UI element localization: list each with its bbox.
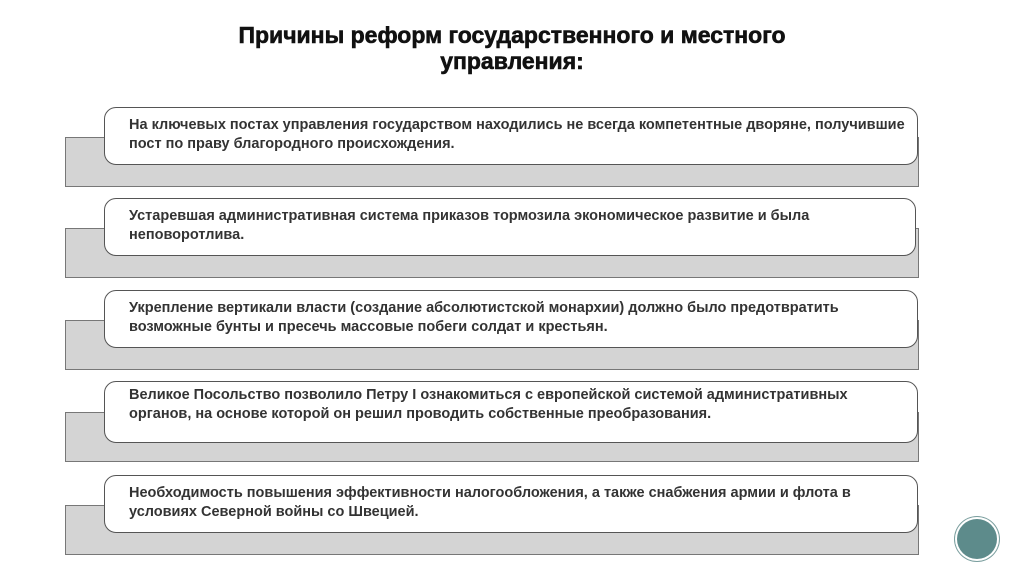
title-line-1: Причины реформ государственного и местного [238,22,786,48]
item-text: Необходимость повышения эффективности налогообложения, а также снабжения армии и флота в условиях Северной войны со Швецией. [129,485,851,520]
item-text: Великое Посольство позволило Петру I ознакомиться с европейской системой административных органов, на основе которой он решил проводить собственные преобразования. [129,387,848,422]
page-title [0,22,1024,74]
list-item [104,290,918,348]
item-text: На ключевых постах управления государством находились не всегда компетентные дворяне, получившие пост по праву благородного происхождения. [129,117,905,152]
list-item [104,381,918,443]
title-line-2: управления: [440,48,584,74]
list-item [104,198,916,256]
list-item [104,475,918,533]
slide-nav-circle-icon[interactable] [957,519,997,559]
item-text: Укрепление вертикали власти (создание абсолютистской монархии) должно было предотвратить возможные бунты и пресечь массовые побеги солдат и крестьян. [129,300,839,335]
item-text: Устаревшая административная система приказов тормозила экономическое развитие и была неповоротлива. [129,208,810,243]
list-item [104,107,918,165]
